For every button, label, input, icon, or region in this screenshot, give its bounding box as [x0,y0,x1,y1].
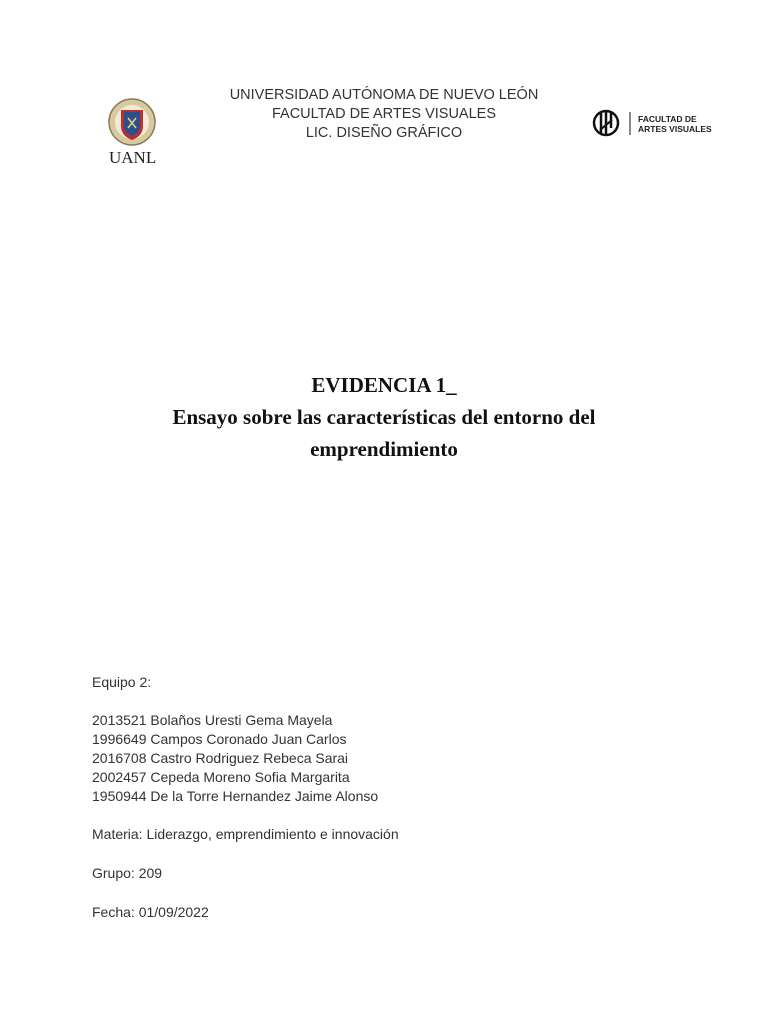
document-title [0,369,768,465]
degree-name: LIC. DISEÑO GRÁFICO [305,125,463,141]
fav-logo-line: FACULTAD DE [638,114,697,124]
fav-logo-text [638,114,712,134]
member-item: 1950944 De la Torre Hernandez Jaime Alonso [92,788,379,804]
member-item: 1996649 Campos Coronado Juan Carlos [92,731,347,747]
member-item: 2013521 Bolaños Uresti Gema Mayela [92,712,333,728]
essay-title-line: emprendimiento [310,437,458,461]
subject-label: Materia: Liderazgo, emprendimiento e innovación [92,826,399,842]
fav-emblem-icon [592,108,636,138]
date-label: Fecha: 01/09/2022 [92,904,209,920]
group-label: Grupo: 209 [92,865,163,881]
faculty-name: FACULTAD DE ARTES VISUALES [271,106,496,122]
member-item: 2002457 Cepeda Moreno Sofia Margarita [92,769,350,785]
evidence-title: EVIDENCIA 1_ [311,373,457,397]
team-label: Equipo 2: [92,674,152,690]
member-item: 2016708 Castro Rodriguez Rebeca Sarai [92,750,349,766]
essay-title-line: Ensayo sobre las características del entorno del [172,405,596,429]
university-name: UNIVERSIDAD AUTÓNOMA DE NUEVO LEÓN [229,87,539,103]
fav-logo-line: ARTES VISUALES [638,124,712,134]
member-list [92,711,378,806]
uanl-logo-text: UANL [109,148,157,167]
